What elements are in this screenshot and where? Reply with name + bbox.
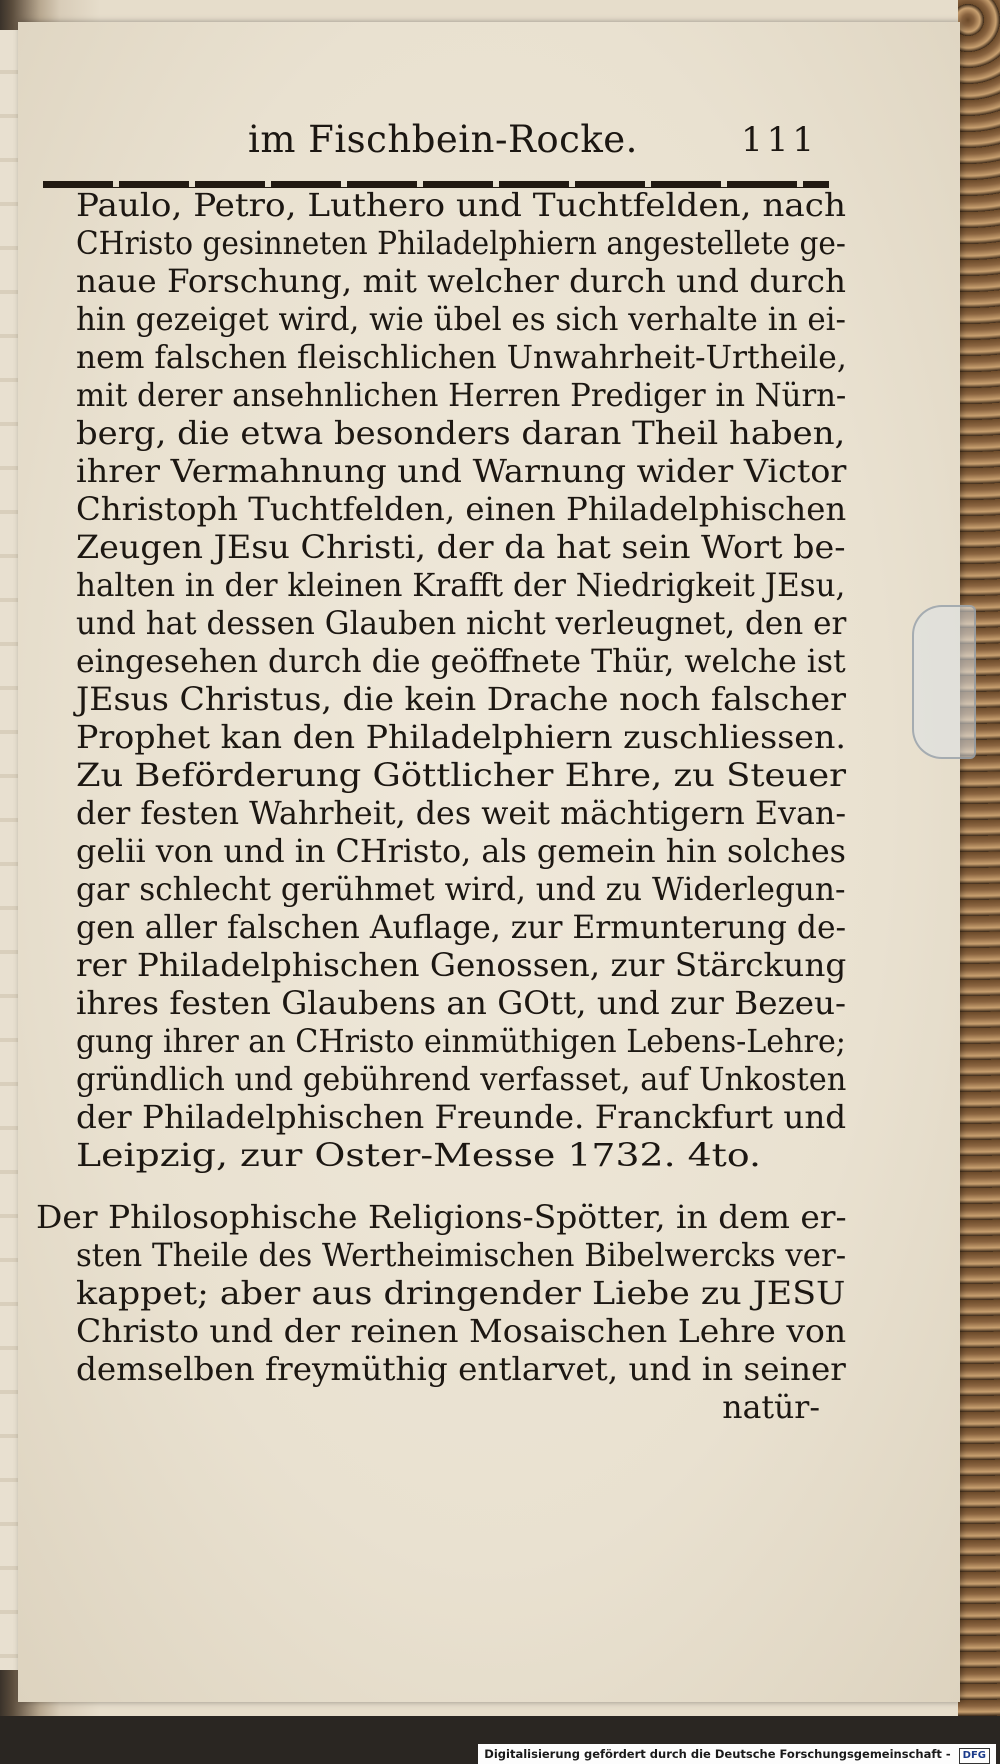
text-line: eingesehen durch die geöffnete Thür, welche ist xyxy=(76,644,846,680)
text-line: nem falschen fleischlichen Unwahrheit-Urtheile, xyxy=(76,340,847,376)
text-line: sten Theile des Wertheimischen Bibelwercks ver- xyxy=(76,1238,847,1274)
text-line: ihrer Vermahnung und Warnung wider Victor xyxy=(76,454,847,490)
scan-bottom-bar xyxy=(0,1716,1000,1764)
text-line: der Philadelphischen Freunde. Franckfurt und xyxy=(76,1100,847,1136)
text-line: Zeugen JEsu Christi, der da hat sein Wort be- xyxy=(76,530,846,566)
text-line: kappet; aber aus dringender Liebe zu JESU xyxy=(76,1276,846,1312)
text-line: halten in der kleinen Krafft der Niedrigkeit JEsu, xyxy=(76,568,846,604)
text-line: gen aller falschen Auflage, zur Ermunterung de- xyxy=(76,910,847,946)
text-line: naue Forschung, mit welcher durch und durch xyxy=(76,264,846,300)
running-title: im Fischbein-Rocke. xyxy=(248,118,638,161)
digitization-credit xyxy=(478,1744,996,1764)
text-line: Prophet kan den Philadelphiern zuschliessen. xyxy=(76,720,846,756)
text-line: Der Philosophische Religions-Spötter, in dem er- xyxy=(36,1200,847,1236)
text-line: der festen Wahrheit, des weit mächtigern Evan- xyxy=(76,796,847,832)
text-line: demselben freymüthig entlarvet, und in seiner xyxy=(76,1352,846,1388)
text-line: berg, die etwa besonders daran Theil haben, xyxy=(76,416,846,452)
running-head xyxy=(248,118,818,174)
book-cover-board xyxy=(958,0,1000,1764)
text-line: und hat dessen Glauben nicht verleugnet, den er xyxy=(76,606,847,642)
text-line: Zu Beförderung Göttlicher Ehre, zu Steuer xyxy=(76,758,847,794)
text-line: gelii von und in CHristo, als gemein hin solches xyxy=(76,834,846,870)
text-line: Christo und der reinen Mosaischen Lehre von xyxy=(76,1314,847,1350)
text-line: JEsus Christus, die kein Drache noch falscher xyxy=(76,682,847,718)
text-line: hin gezeiget wird, wie übel es sich verhalte in ei- xyxy=(76,302,846,338)
page-number: 111 xyxy=(741,120,818,160)
text-line: gar schlecht gerühmet wird, und zu Widerlegun- xyxy=(76,872,846,908)
text-line: Christoph Tuchtfelden, einen Philadelphischen xyxy=(76,492,847,528)
text-line: Leipzig, zur Oster-Messe 1732. 4to. xyxy=(76,1138,761,1174)
text-line: ihres festen Glaubens an GOtt, und zur Bezeu- xyxy=(76,986,847,1022)
text-line: gung ihrer an CHristo einmüthigen Lebens-Lehre; xyxy=(76,1024,846,1060)
clip-tab xyxy=(912,605,976,759)
text-line: mit derer ansehnlichen Herren Prediger in Nürn- xyxy=(76,378,847,414)
catchword: natür- xyxy=(722,1390,820,1426)
text-line: CHristo gesinneten Philadelphiern angestellete ge- xyxy=(76,226,846,262)
text-line: rer Philadelphischen Genossen, zur Stärckung xyxy=(76,948,847,984)
text-line: gründlich und gebührend verfasset, auf Unkosten xyxy=(76,1062,847,1098)
dfg-logo-icon: DFG xyxy=(959,1748,990,1764)
credit-text: Digitalisierung gefördert durch die Deutsche Forschungsgemeinschaft - xyxy=(484,1747,951,1761)
text-line: Paulo, Petro, Luthero und Tuchtfelden, nach xyxy=(76,188,846,224)
